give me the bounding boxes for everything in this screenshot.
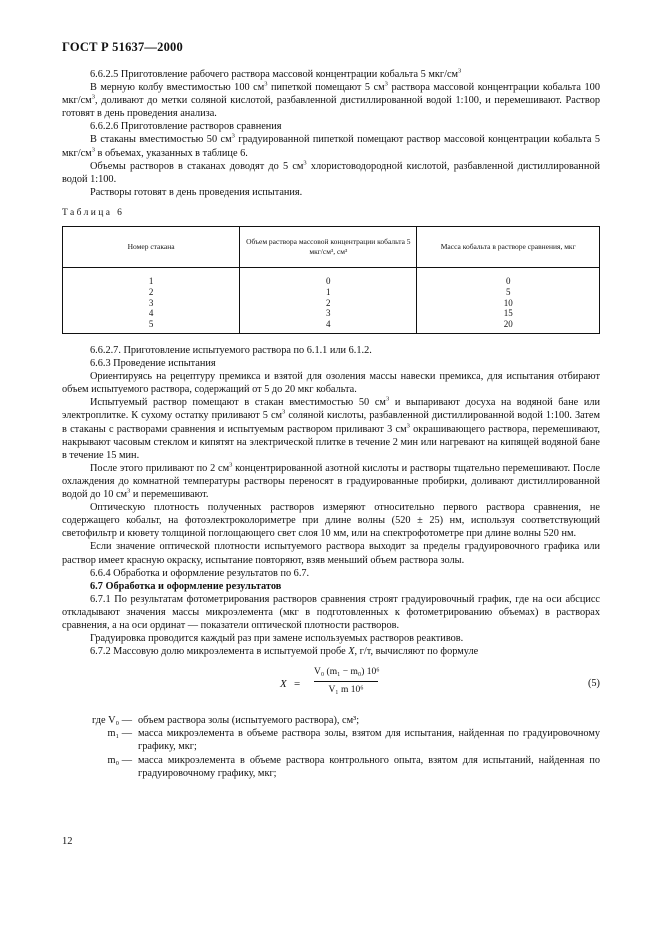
formula-number: (5) [587, 678, 600, 690]
table-cell: 1 [63, 276, 240, 287]
superscript: 3 [385, 395, 390, 403]
text: , г/т, вычисляют по формуле [354, 646, 479, 658]
page-number: 12 [62, 836, 73, 847]
paragraph [62, 133, 600, 159]
superscript: 3 [406, 422, 410, 430]
superscript: 3 [127, 487, 131, 495]
paragraph [62, 160, 600, 186]
paragraph-6-7-1: 6.7.1 По результатам фотометрирования растворов сравнения строят градуировочный график, где на оси абсцисс откладывают значения массы микроэлемента (мкг в подготовленных к фотометрированию объемах) в растворах сравнения, а на оси ординат — показатели оптической плотности растворов. [62, 593, 600, 631]
text: в объемах, указанных в таблице 6. [94, 147, 248, 159]
text: окрашивающего раствора, перемешивают, накрывают часовым стеклом и кипятят на электрической плитке в течение 2 мин или нагревают на кипящей водяной бане в течение 15 мин. [62, 423, 600, 461]
paragraph: Растворы готовят в день проведения испытания. [90, 186, 303, 198]
table-cell: 5 [417, 287, 600, 298]
definition-item [62, 714, 600, 727]
table-row [63, 287, 600, 298]
definition-item [62, 754, 600, 780]
formula-5 [62, 664, 600, 708]
table-cell: 10 [417, 298, 600, 309]
table-cell: 5 [63, 319, 240, 333]
superscript: 3 [231, 133, 235, 141]
paragraph: Если значение оптической плотности испытуемого раствора выходит за пределы градуировочного графика или раствор имеет красную окраску, испытание повторяют, взяв меньший объем раствора золы. [62, 541, 600, 566]
superscript: 3 [282, 409, 286, 417]
column-header: Номер стакана [63, 227, 240, 268]
table-cell: 20 [417, 319, 600, 333]
formula-numerator: V₀ (m₁ − m₀) 10⁶ [314, 666, 378, 682]
definition-symbol: где V₀ — [92, 715, 132, 727]
paragraph-6-6-2-5 [62, 68, 600, 81]
text: 6.6.2.5 Приготовление рабочего раствора массовой концентрации кобальта 5 мкг/см [90, 69, 459, 80]
section-heading-6-7: 6.7 Обработка и оформление результатов [90, 580, 282, 592]
superscript: 3 [458, 67, 462, 75]
paragraph [62, 396, 600, 461]
variable: X [348, 646, 355, 658]
table-cell: 4 [240, 319, 417, 333]
table-row [63, 298, 600, 309]
definition-text: объем раствора золы (испытуемого раствора), см³; [138, 715, 360, 727]
table-cell: 3 [240, 308, 417, 319]
formula-fraction [314, 666, 378, 697]
table-row [63, 308, 600, 319]
text: раствора массовой концентрации кобальта 100 мкг/см [62, 82, 600, 107]
text: концентрированной азотной кислоты и растворы тщательно перемешивают. После охлаждения до комнатной температуры растворы переносят в градуированные пробирки, доливают дистиллированной водой до 10 см [62, 462, 600, 501]
text: хлористоводородной кислотой, разбавленной дистиллированной водой 1:100. [62, 160, 600, 185]
text: Испытуемый раствор помещают в стакан вместимостью 50 см [90, 397, 386, 409]
text: 6.7.2 Массовую долю микроэлемента в испытуемой пробе [90, 646, 349, 658]
table-cell: 15 [417, 308, 600, 319]
definition-item [62, 727, 600, 753]
text: и перемешивают. [130, 489, 209, 501]
superscript: 3 [384, 80, 388, 88]
table-spacer [63, 268, 600, 277]
text: После этого приливают по 2 см [90, 462, 230, 474]
definition-symbol: m₁ — [107, 728, 132, 740]
table-cell: 2 [63, 287, 240, 298]
text: В мерную колбу вместимостью 100 см [90, 82, 265, 94]
document-header: ГОСТ Р 51637—2000 [62, 40, 183, 54]
document-body [62, 68, 600, 780]
text: , доливают до метки соляной кислотой, разбавленной дистиллированной водой 1:100, и перемешивают. Раствор готовят в день проведения анализа. [62, 95, 600, 120]
text: и выпаривают досуха на водяной бане или электроплитке. К сухому остатку приливают 5 см [62, 397, 600, 422]
text: соляной кислоты, разбавленной дистиллированной водой 1:100. Затем в стаканы с растворами сравнения и испытуемым раствором приливают 3 см [62, 410, 601, 435]
table-cell: 0 [417, 276, 600, 287]
formula-equals: = [294, 678, 301, 691]
table-cell: 2 [240, 298, 417, 309]
formula-denominator: V₁ m 10⁶ [328, 685, 364, 696]
text: В стаканы вместимостью 50 см [90, 134, 232, 146]
text: Объемы растворов в стаканах доводят до 5 см [90, 160, 304, 172]
paragraph-6-6-3: 6.6.3 Проведение испытания [90, 358, 216, 370]
paragraph-6-6-2-6: 6.6.2.6 Приготовление растворов сравнения [90, 121, 282, 133]
definition-text: масса микроэлемента в объеме раствора золы, взятом для испытания, найденная по градуировочному графику, мкг; [138, 728, 600, 753]
column-header: Объем раствора массовой концентрации кобальта 5 мкг/см³, см³ [240, 227, 417, 268]
paragraph-6-6-2-7: 6.6.2.7. Приготовление испытуемого раствора по 6.1.1 или 6.1.2. [90, 345, 372, 357]
paragraph [62, 462, 600, 501]
superscript: 3 [303, 159, 307, 167]
paragraph-6-6-4: 6.6.4 Обработка и оформление результатов по 6.7. [90, 567, 310, 579]
table-header-row [63, 227, 600, 268]
table-row [63, 319, 600, 333]
table-caption: Таблица 6 [62, 207, 125, 218]
paragraph-6-7-2 [62, 645, 600, 658]
table-cell: 0 [240, 276, 417, 287]
paragraph: Оптическую плотность полученных растворов измеряют относительно первого раствора сравнения, не содержащего кобальт, на фотоэлектроколориметре при длине волны (520 ± 25) нм, используя соответствующий светофильтр и кювету толщиной поглощающего свет слоя 10 мм, или на спектрофотометре при длине волны 520 нм. [62, 502, 600, 540]
table-6 [62, 226, 600, 334]
formula-lhs: X [280, 678, 287, 691]
text: пипеткой помещают 5 см [267, 82, 385, 94]
symbol-definitions [62, 714, 600, 779]
column-header: Масса кобальта в растворе сравнения, мкг [417, 227, 600, 268]
table-row [63, 276, 600, 287]
superscript: 3 [91, 146, 95, 154]
paragraph: Ориентируясь на рецептуру премикса и взятой для озоления массы навески премикса, для испытания отбирают объем испытуемого раствора, содержащий от 5 до 20 мкг кобальта. [62, 371, 600, 396]
paragraph: Градуировка проводится каждый раз при замене используемых растворов реактивов. [90, 633, 464, 645]
table-cell: 4 [63, 308, 240, 319]
definition-symbol: m₀ — [107, 754, 132, 766]
text: градуированной пипеткой помещают раствор массовой концентрации кобальта 5 мкг/см [62, 134, 600, 159]
table-cell: 3 [63, 298, 240, 309]
superscript: 3 [264, 80, 268, 88]
superscript: 3 [91, 93, 95, 101]
definition-text: масса микроэлемента в объеме раствора контрольного опыта, взятом для испытаний, найденная по градуировочному графику, мкг; [138, 754, 600, 779]
superscript: 3 [229, 461, 233, 469]
paragraph [62, 81, 600, 120]
table-cell: 1 [240, 287, 417, 298]
